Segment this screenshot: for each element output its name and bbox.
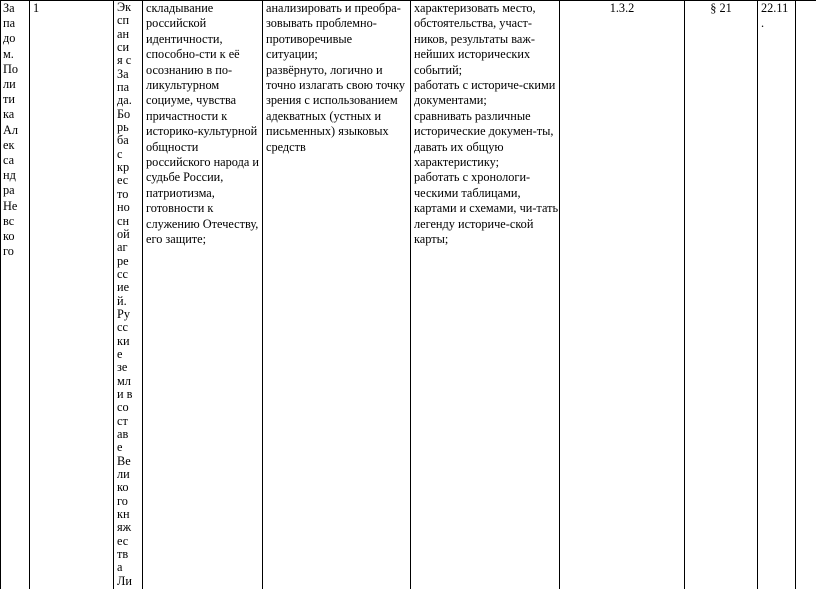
personal-results-line: историко-культурной <box>146 124 258 139</box>
content-line: зе <box>117 360 128 375</box>
content-line: го <box>117 493 128 508</box>
column-border <box>113 0 114 589</box>
content-line: кр <box>117 160 130 175</box>
personal-results-line: его защите; <box>146 232 207 247</box>
topic-line: ли <box>3 77 16 92</box>
content-line: е <box>117 346 123 361</box>
meta-results-line: зрения с использованием <box>266 93 398 108</box>
content-line: па <box>117 80 130 95</box>
personal-results-line: патриотизма, <box>146 185 215 200</box>
content-line: сс <box>117 266 128 281</box>
meta-results-line: зовывать проблемно- <box>266 16 377 31</box>
subject-results-line: сравнивать различные <box>414 108 531 123</box>
topic-line: За <box>3 1 15 15</box>
content-line: сп <box>117 13 130 28</box>
personal-results-line: судьбе России, <box>146 170 224 185</box>
topic-line: са <box>3 153 15 168</box>
column-border <box>262 0 263 589</box>
date-cell <box>761 1 793 32</box>
paragraph-cell <box>685 1 757 16</box>
subject-results-line: документами; <box>414 93 487 108</box>
meta-results-line: адекватных (устных и <box>266 108 382 123</box>
content-line: кн <box>117 507 130 522</box>
content-line: ес <box>117 533 129 548</box>
content-line: ко <box>117 480 129 495</box>
topic-line: па <box>3 16 16 31</box>
content-line: сс <box>117 320 128 335</box>
meta-results-cell <box>266 1 408 155</box>
column-border <box>684 0 685 589</box>
topic-line: По <box>3 61 19 76</box>
topic-line: ти <box>3 92 15 107</box>
content-line: Бо <box>117 106 131 121</box>
column-border <box>29 0 30 589</box>
subject-results-line: нейших исторических <box>414 47 531 62</box>
content-line: но <box>117 200 130 215</box>
column-border <box>0 0 1 589</box>
column-border <box>795 0 796 589</box>
personal-results-line: российского народа и <box>146 155 259 170</box>
subject-results-line: работать с историче-скими <box>414 78 556 93</box>
topic-line: ек <box>3 137 15 152</box>
paragraph-value: § 21 <box>710 1 732 15</box>
personal-results-line: идентичности, <box>146 31 223 46</box>
content-line: ой <box>117 226 130 241</box>
content-line: ли <box>117 467 130 482</box>
content-line: ав <box>117 427 129 441</box>
subject-results-line: давать их общую <box>414 139 504 154</box>
meta-results-line: противоречивые <box>266 31 353 46</box>
topic-line: ра <box>3 183 15 198</box>
personal-results-line: служению Отечеству, <box>146 216 259 231</box>
column-border <box>410 0 411 589</box>
topic-line: м. <box>3 46 14 61</box>
topic-line: го <box>3 244 14 259</box>
subject-results-line: работать с хронологи- <box>414 170 531 185</box>
codifier-value: 1.3.2 <box>609 1 635 15</box>
content-line: со <box>117 400 129 415</box>
personal-results-line: общности <box>146 139 199 154</box>
content-line: Ве <box>117 453 131 468</box>
personal-results-line: способно-сти к её <box>146 47 240 62</box>
content-line: рь <box>117 120 129 135</box>
content-line: ре <box>117 253 129 268</box>
meta-results-line: средств <box>266 139 306 154</box>
column-border <box>757 0 758 589</box>
content-line: аг <box>117 240 128 255</box>
content-line: и в <box>117 386 133 401</box>
subject-results-line: ников, результаты важ- <box>414 31 535 46</box>
content-line: Ру <box>117 306 130 321</box>
subject-results-line: характеризовать место, <box>414 1 536 15</box>
personal-results-line: осознанию в по- <box>146 62 233 77</box>
subject-results-line: легенду историче-ской <box>414 216 534 231</box>
content-line: а <box>117 560 123 575</box>
lesson-number-cell <box>33 1 109 16</box>
personal-results-line: российской <box>146 16 207 31</box>
personal-results-cell <box>146 1 260 248</box>
topic-line: до <box>3 31 16 46</box>
codifier-cell <box>560 1 684 16</box>
subject-results-line: картами и схемами, чи-тать <box>414 201 559 216</box>
subject-results-line: карты; <box>414 232 449 247</box>
content-line: с <box>117 146 123 161</box>
content-line: сн <box>117 213 130 228</box>
subject-results-line: исторические докумен-ты, <box>414 124 554 139</box>
meta-results-line: развёрнуто, логично и <box>266 62 383 77</box>
content-line: Эк <box>117 0 132 14</box>
meta-results-line: анализировать и преобра- <box>266 1 401 15</box>
date-line: 22.11 <box>761 1 789 15</box>
topic-line: вс <box>3 213 15 228</box>
content-line: мл <box>117 373 131 388</box>
topic-line: нд <box>3 168 16 183</box>
content-line: ан <box>117 26 130 41</box>
subject-results-line: ческими таблицами, <box>414 185 521 200</box>
date-line: . <box>761 16 765 31</box>
lesson-number: 1 <box>33 1 40 15</box>
content-line: е <box>117 440 123 455</box>
subject-results-line: событий; <box>414 62 463 77</box>
content-line: тв <box>117 547 129 562</box>
content-line: ст <box>117 413 128 428</box>
content-line: ие <box>117 280 130 295</box>
topic-cell <box>3 1 27 259</box>
personal-results-line: причастности к <box>146 108 228 123</box>
personal-results-line: ликультурном <box>146 78 220 93</box>
meta-results-line: ситуации; <box>266 47 318 62</box>
content-line: Ли <box>117 573 132 588</box>
topic-line: ко <box>3 229 15 244</box>
lesson-content-cell <box>117 1 141 588</box>
content-line: й. <box>117 293 127 308</box>
content-line: ки <box>117 333 130 348</box>
personal-results-line: социуме, чувства <box>146 93 237 108</box>
meta-results-line: точно излагать свою точку <box>266 78 406 93</box>
topic-line: Не <box>3 198 18 213</box>
subject-results-line: характеристику; <box>414 155 500 170</box>
content-line: ба <box>117 133 129 148</box>
content-line: яж <box>117 520 132 535</box>
content-line: я с <box>117 53 132 68</box>
column-border <box>142 0 143 589</box>
content-line: то <box>117 186 129 201</box>
personal-results-line: складывание <box>146 1 214 15</box>
column-border <box>559 0 560 589</box>
subject-results-line: обстоятельства, участ- <box>414 16 533 31</box>
topic-line: ка <box>3 107 15 122</box>
content-line: си <box>117 40 130 55</box>
content-line: За <box>117 66 129 81</box>
subject-results-cell <box>414 1 557 248</box>
content-line: ес <box>117 173 129 188</box>
topic-line: Ал <box>3 122 19 137</box>
personal-results-line: готовности к <box>146 201 214 216</box>
meta-results-line: письменных) языковых <box>266 124 389 139</box>
content-line: да. <box>117 93 132 108</box>
